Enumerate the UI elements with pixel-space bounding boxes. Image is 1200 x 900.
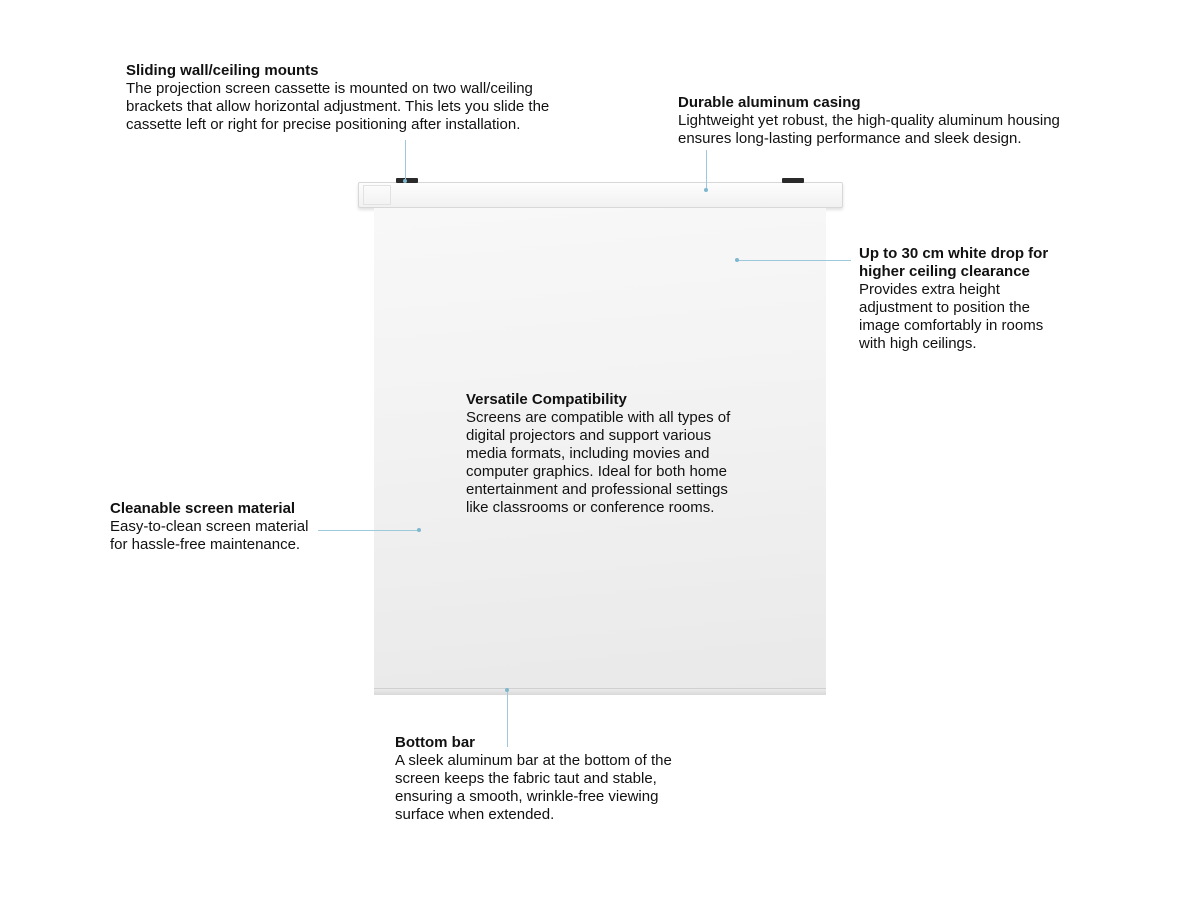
callout-description: The projection screen cassette is mounted on two wall/ceiling brackets that allow horizontal adjustment. This lets you slide the cassette left or right for precise positioning after installation. <box>126 80 550 133</box>
leader-line-white-drop <box>737 260 851 261</box>
callout-title: Cleanable screen material <box>110 500 296 517</box>
callout-description: A sleek aluminum bar at the bottom of the screen keeps the fabric taut and stable, ensuring a smooth, wrinkle-free viewing surface when extended. <box>395 752 672 823</box>
cassette-endcap-left <box>363 185 391 205</box>
callout-title: Durable aluminum casing <box>678 94 861 111</box>
callout-aluminum-casing <box>678 94 1098 148</box>
leader-line-sliding-mounts <box>405 140 406 182</box>
leader-dot-cleanable <box>417 528 421 532</box>
callout-title: Versatile Compatibility <box>466 391 627 408</box>
callout-description: Easy-to-clean screen material for hassle-free maintenance. <box>110 518 309 553</box>
screen-cassette <box>358 182 843 208</box>
callout-title: Up to 30 cm white drop for higher ceiling clearance <box>859 245 1049 280</box>
leader-line-aluminum-casing <box>706 150 707 190</box>
callout-description: Lightweight yet robust, the high-quality aluminum housing ensures long-lasting performance and sleek design. <box>678 112 1060 147</box>
leader-dot-bottom-bar <box>505 688 509 692</box>
callout-cleanable <box>110 500 350 554</box>
callout-description: Provides extra height adjustment to position the image comfortably in rooms with high ceilings. <box>859 281 1044 352</box>
callout-title: Sliding wall/ceiling mounts <box>126 62 319 79</box>
screen-bottom-bar <box>374 688 826 695</box>
mount-bracket-left <box>396 178 418 183</box>
callout-description: Screens are compatible with all types of digital projectors and support various media formats, including movies and computer graphics. Ideal for both home entertainment and professional settings like classrooms or conference rooms. <box>466 409 731 516</box>
mount-bracket-right <box>782 178 804 183</box>
leader-dot-aluminum-casing <box>704 188 708 192</box>
callout-versatile-compatibility <box>466 391 786 517</box>
leader-dot-white-drop <box>735 258 739 262</box>
callout-title: Bottom bar <box>395 734 475 751</box>
callout-bottom-bar <box>395 734 715 824</box>
leader-dot-sliding-mounts <box>403 179 407 183</box>
callout-white-drop <box>859 245 1089 353</box>
callout-sliding-mounts <box>126 62 586 134</box>
